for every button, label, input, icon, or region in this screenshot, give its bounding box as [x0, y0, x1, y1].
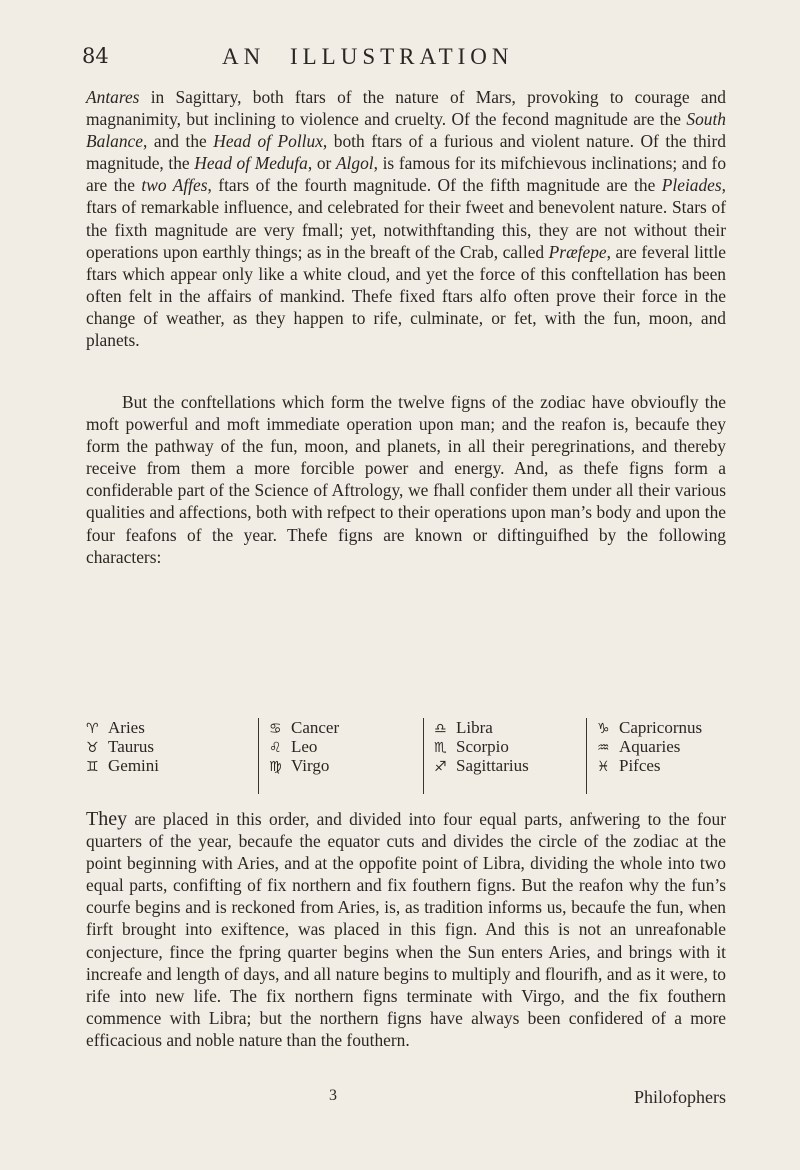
text-run: , both ftars of a furious and violent nature. Of the third magnitude, the — [86, 131, 726, 174]
italic-term: two Affes — [141, 175, 208, 196]
signs-column-3 — [423, 718, 594, 794]
sign-entry — [269, 737, 429, 756]
italic-term: Pleiades — [661, 175, 722, 196]
paragraph-antares — [86, 86, 726, 351]
zodiac-glyph-icon: ♒ — [597, 740, 610, 756]
sign-name: Capricornus — [619, 718, 703, 737]
page-number: 84 — [82, 44, 109, 68]
zodiac-glyph-icon: ♐ — [434, 759, 447, 775]
italic-term: Head of Pollux — [213, 131, 323, 152]
italic-term: Head of Medufa — [194, 153, 308, 174]
text-run: , ftars of the fourth magnitude. Of the fifth magnitude are the — [207, 175, 662, 196]
sign-entry — [434, 718, 594, 737]
italic-term: South Balance — [86, 109, 726, 152]
zodiac-glyph-icon: ♑ — [597, 721, 610, 737]
zodiac-glyph-icon: ♏ — [434, 740, 447, 756]
paragraph-body: are placed in this order, and divided into four equal parts, anfwering to the four quarters of the year, becaufe the equator cuts and divides the circle of the zodiac at the point beginning with Aries, and at the oppofite point of Libra, dividing the whole into two equal parts, confifting of fix northern and fix fouthern figns. But the reafon why the fun’s courfe begins and is reckoned from Aries, is, as tradition informs us, becaufe the fun, when firft brought into exiftence, was placed in this fign. And this is not an unreafonable conjecture, fince the fpring quarter begins when the Sun enters Aries, and brings with it increafe and length of days, and all nature begins to multiply and flourifh, and as it were, to rife into new life. The fix northern figns terminate with Virgo, and the fix fouthern commence with Libra; but the northern figns have always been confidered of a more efficacious and noble nature than the fouthern. — [86, 809, 726, 1050]
paragraph-first-word: They — [86, 808, 128, 830]
text-run: in Sagittary, both ftars of the nature of Mars, provoking to courage and magnanimity, but inclining to violence and cruelty. Of the fecond magnitude are the — [86, 87, 726, 130]
paragraph-order-of-signs — [86, 808, 726, 1051]
sign-name: Libra — [456, 718, 493, 737]
sign-entry — [86, 737, 256, 756]
zodiac-glyph-icon: ♈ — [86, 721, 99, 737]
signs-column-4 — [586, 718, 742, 794]
running-head: AN ILLUSTRATION — [222, 44, 514, 69]
signs-column-2 — [258, 718, 429, 794]
zodiac-glyph-icon: ♎ — [434, 721, 447, 737]
zodiac-glyph-icon: ♊ — [86, 759, 99, 775]
sign-entry — [597, 756, 742, 775]
zodiac-glyph-icon: ♌ — [269, 740, 282, 756]
italic-term: Antares — [86, 87, 140, 107]
zodiac-signs-table — [86, 718, 726, 794]
sign-name: Gemini — [108, 756, 159, 775]
italic-term: Algol — [335, 153, 374, 174]
zodiac-glyph-icon: ♋ — [269, 721, 282, 737]
zodiac-glyph-icon: ♓ — [597, 759, 610, 775]
signs-column-1 — [86, 718, 256, 794]
text-run: , is famous for its mifchievous inclinations; and fo are the — [86, 153, 727, 196]
paragraph-zodiac-signs: But the conftellations which form the twelve figns of the zodiac have obvioufly the moft powerful and moft immediate operation upon man; and the reafon is, becaufe they form the pathway of the fun, moon, and planets, in all their peregrinations, and thereby receive from them a more forcible power and energy. And, as thefe figns form a confiderable part of the Science of Aftrology, we fhall confider them under all their various qualities and affections, both with refpect to their operations upon man’s body and upon the four feafons of the year. Thefe figns are known or diftinguifhed by the following characters: — [86, 392, 726, 567]
sign-name: Cancer — [291, 718, 340, 737]
sign-name: Scorpio — [456, 737, 509, 756]
page-header — [82, 44, 722, 80]
sign-name: Leo — [291, 737, 318, 756]
sign-name: Aquaries — [619, 737, 681, 756]
sign-entry — [86, 718, 256, 737]
sign-entry — [434, 756, 594, 775]
sign-entry — [597, 737, 742, 756]
sign-name: Pifces — [619, 756, 661, 775]
signature-mark: 3 — [329, 1087, 337, 1104]
zodiac-glyph-icon: ♍ — [269, 759, 282, 775]
sign-entry — [269, 718, 429, 737]
text-run: , ftars of remarkable influence, and celebrated for their fweet and benevolent nature. Stars of the fixth magnitude are very fmall; yet, notwithftanding this, they are not without their operations upon earthly things; as in the breaft of the Crab, called — [86, 175, 727, 262]
zodiac-glyph-icon: ♉ — [86, 740, 99, 756]
sign-entry — [597, 718, 742, 737]
sign-entry — [269, 756, 429, 775]
page-footer — [86, 1087, 726, 1113]
sign-name: Taurus — [108, 737, 155, 756]
text-run: , are feveral little ftars which appear only like a white cloud, and yet the force of this conftellation has been often felt in the affairs of mankind. Thefe fixed ftars alfo often prove their force in the change of weather, as they happen to rife, culminate, or fet, with the fun, moon, and planets. — [86, 241, 727, 351]
text-run: , or — [307, 153, 336, 174]
italic-term: Præfepe — [548, 241, 607, 262]
catchword: Philofophers — [634, 1087, 726, 1107]
sign-name: Virgo — [291, 756, 330, 775]
sign-entry — [86, 756, 256, 775]
sign-name: Sagittarius — [456, 756, 529, 775]
sign-name: Aries — [108, 718, 145, 737]
text-run: , and the — [142, 131, 214, 152]
sign-entry — [434, 737, 594, 756]
